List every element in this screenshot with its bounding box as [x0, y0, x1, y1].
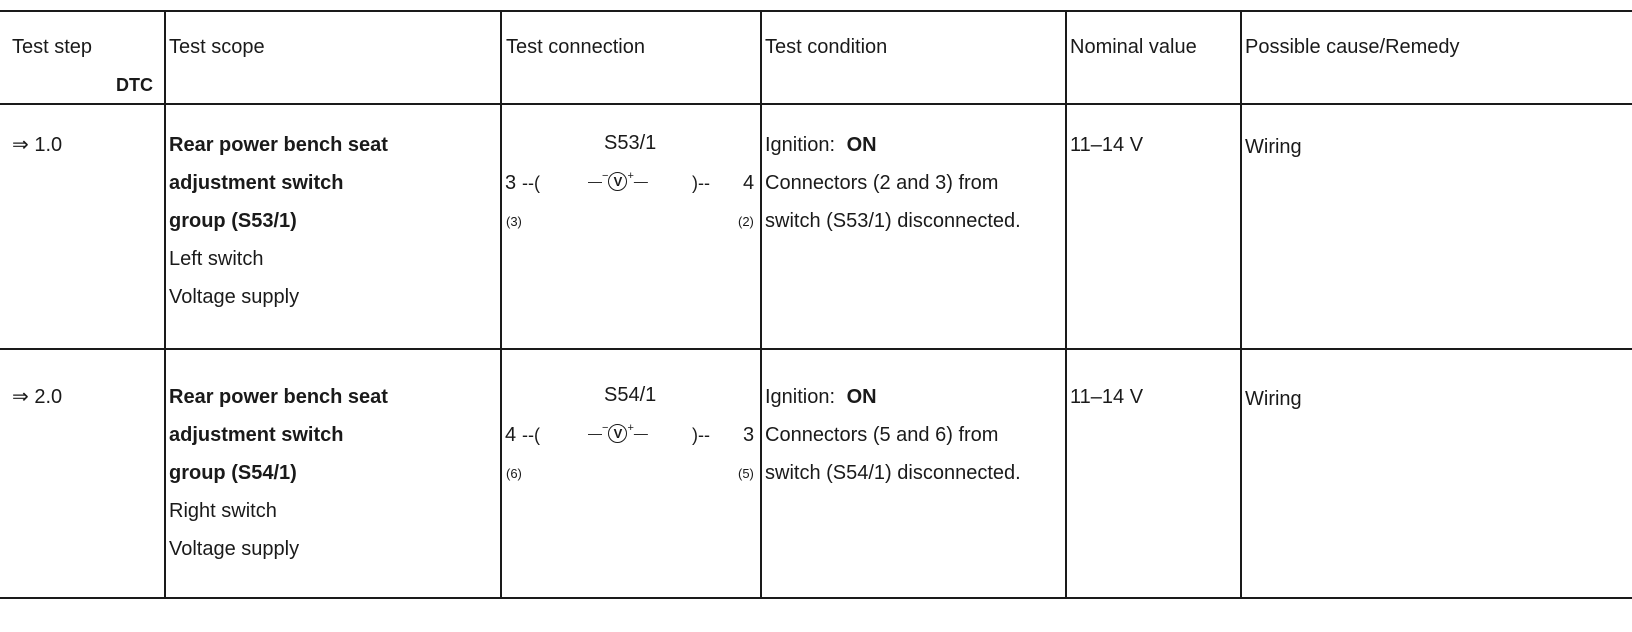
- header-test-condition: Test condition: [765, 36, 888, 58]
- row1-scope-line5: Voltage supply: [169, 286, 300, 308]
- row2-scope-line3: group (S54/1): [169, 462, 297, 484]
- header-dtc: DTC: [116, 75, 153, 95]
- row1-left-plug-icon: --(: [522, 173, 540, 193]
- row1-scope-line2: adjustment switch: [169, 172, 344, 194]
- row1-right-pin: 4: [743, 172, 755, 194]
- row1-component-label: S53/1: [604, 132, 657, 154]
- row2-scope-line1: Rear power bench seat: [169, 386, 388, 408]
- header-test-connection: Test connection: [506, 36, 645, 58]
- header-rule: [0, 103, 1632, 105]
- col-divider-2: [500, 10, 502, 598]
- row2-voltmeter-icon: —− V +—: [588, 422, 648, 441]
- ignition-label: Ignition:: [765, 386, 836, 408]
- row1-scope-line1: Rear power bench seat: [169, 134, 388, 156]
- row2-condition-line3: switch (S54/1) disconnected.: [765, 462, 1021, 484]
- row1-right-connector: (2): [738, 214, 754, 229]
- row2-right-plug-icon: )--: [692, 425, 710, 445]
- row2-condition-line2: Connectors (5 and 6) from: [765, 424, 999, 446]
- row1-cause: Wiring: [1245, 136, 1302, 158]
- row2-step: ⇒ 2.0: [12, 386, 63, 408]
- ignition-label: Ignition:: [765, 134, 836, 156]
- row2-right-pin: 3: [743, 424, 755, 446]
- row2-left-plug-icon: --(: [522, 425, 540, 445]
- row2-cause: Wiring: [1245, 388, 1302, 410]
- row1-condition-line3: switch (S53/1) disconnected.: [765, 210, 1021, 232]
- row2-left-connector: (6): [506, 466, 522, 481]
- row2-scope-line5: Voltage supply: [169, 538, 300, 560]
- col-divider-5: [1240, 10, 1242, 598]
- row1-scope-line4: Left switch: [169, 248, 264, 270]
- row1-step: ⇒ 1.0: [12, 134, 63, 156]
- row2-nominal: 11–14 V: [1070, 386, 1144, 408]
- row1-condition-line2: Connectors (2 and 3) from: [765, 172, 999, 194]
- row-divider: [0, 348, 1632, 350]
- ignition-value: ON: [846, 386, 877, 408]
- row2-right-connector: (5): [738, 466, 754, 481]
- header-test-step: Test step: [12, 36, 93, 58]
- row2-scope-line4: Right switch: [169, 500, 277, 522]
- header-test-scope: Test scope: [169, 36, 265, 58]
- row1-left-pin: 3: [505, 172, 517, 194]
- top-rule: [0, 10, 1632, 12]
- row1-right-plug-icon: )--: [692, 173, 710, 193]
- col-divider-3: [760, 10, 762, 598]
- col-divider-1: [164, 10, 166, 598]
- row2-component-label: S54/1: [604, 384, 657, 406]
- header-nominal-value: Nominal value: [1070, 36, 1197, 58]
- col-divider-4: [1065, 10, 1067, 598]
- row1-condition-ignition: [765, 132, 877, 158]
- row1-nominal: 11–14 V: [1070, 134, 1144, 156]
- row2-scope-line2: adjustment switch: [169, 424, 344, 446]
- row2-condition-ignition: [765, 384, 877, 410]
- row1-left-connector: (3): [506, 214, 522, 229]
- row2-left-pin: 4: [505, 424, 517, 446]
- ignition-value: ON: [846, 134, 877, 156]
- row1-scope-line3: group (S53/1): [169, 210, 297, 232]
- bottom-rule: [0, 597, 1632, 599]
- header-possible-cause: Possible cause/Remedy: [1245, 36, 1460, 58]
- row1-voltmeter-icon: —− V +—: [588, 170, 648, 189]
